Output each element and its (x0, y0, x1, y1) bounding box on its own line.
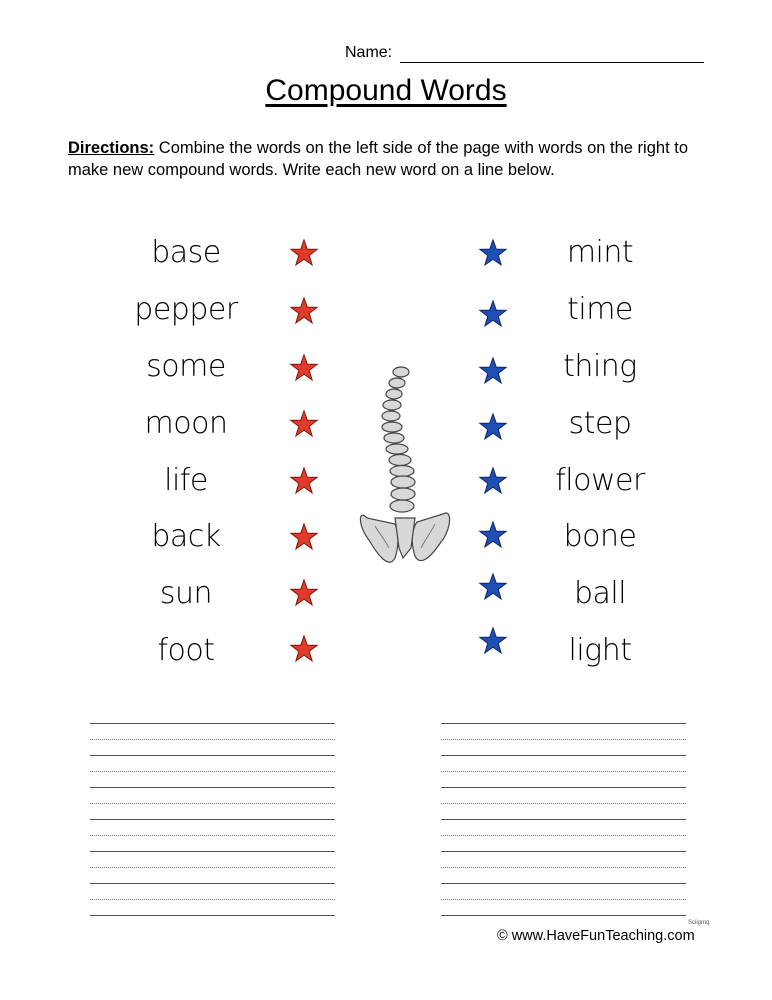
red-star-icon[interactable] (289, 238, 319, 268)
right-word: bone (563, 519, 637, 554)
right-word: ball (573, 576, 627, 611)
answer-line-guide (90, 899, 335, 900)
name-label: Name: (345, 44, 393, 61)
red-star-icon[interactable] (289, 634, 319, 664)
right-word: flower (555, 463, 645, 498)
left-word: pepper (134, 292, 238, 327)
left-word: base (151, 235, 221, 270)
answer-line[interactable] (90, 755, 335, 756)
answer-line-guide (90, 867, 335, 868)
red-star-icon[interactable] (289, 409, 319, 439)
answer-line[interactable] (441, 915, 686, 916)
page-title: Compound Words (265, 74, 507, 107)
left-word: moon (144, 406, 228, 441)
directions-text: Combine the words on the left side of the page with words on the right to make new compound words. Write each new word on a line below. (68, 139, 688, 179)
answer-line[interactable] (441, 819, 686, 820)
right-word: thing (563, 349, 637, 384)
spine-illustration (355, 358, 455, 578)
left-word: some (146, 349, 226, 384)
left-word: foot (157, 633, 215, 668)
answer-line-guide (90, 771, 335, 772)
left-word: back (151, 519, 221, 554)
small-mark: Sciigmq (688, 920, 710, 926)
red-star-icon[interactable] (289, 296, 319, 326)
red-star-icon[interactable] (289, 353, 319, 383)
left-word: sun (159, 576, 213, 611)
left-word: life (164, 463, 208, 498)
right-word: mint (566, 235, 634, 270)
answer-line[interactable] (90, 723, 335, 724)
answer-line[interactable] (90, 915, 335, 916)
answer-line-guide (90, 835, 335, 836)
directions (68, 137, 708, 181)
red-star-icon[interactable] (289, 466, 319, 496)
copyright-footer[interactable]: © www.HaveFunTeaching.com (497, 928, 695, 944)
answer-line-guide (441, 739, 686, 740)
answer-line[interactable] (90, 851, 335, 852)
answer-line[interactable] (441, 851, 686, 852)
answer-line-guide (441, 803, 686, 804)
answer-line[interactable] (90, 819, 335, 820)
directions-label: Directions: (68, 139, 155, 157)
red-star-icon[interactable] (289, 522, 319, 552)
answer-line[interactable] (90, 787, 335, 788)
answer-line-guide (441, 899, 686, 900)
answer-lines-left (90, 715, 335, 916)
name-input-line[interactable] (400, 62, 704, 63)
answer-line[interactable] (441, 883, 686, 884)
right-word: light (568, 633, 632, 668)
right-word: time (567, 292, 633, 327)
answer-line-guide (90, 803, 335, 804)
right-word: step (568, 406, 632, 441)
answer-line[interactable] (441, 787, 686, 788)
red-star-icon[interactable] (289, 578, 319, 608)
answer-line[interactable] (441, 723, 686, 724)
answer-line-guide (441, 867, 686, 868)
answer-line[interactable] (90, 883, 335, 884)
answer-line-guide (90, 739, 335, 740)
answer-line-guide (441, 835, 686, 836)
answer-lines-right (441, 715, 686, 916)
answer-line[interactable] (441, 755, 686, 756)
answer-line-guide (441, 771, 686, 772)
